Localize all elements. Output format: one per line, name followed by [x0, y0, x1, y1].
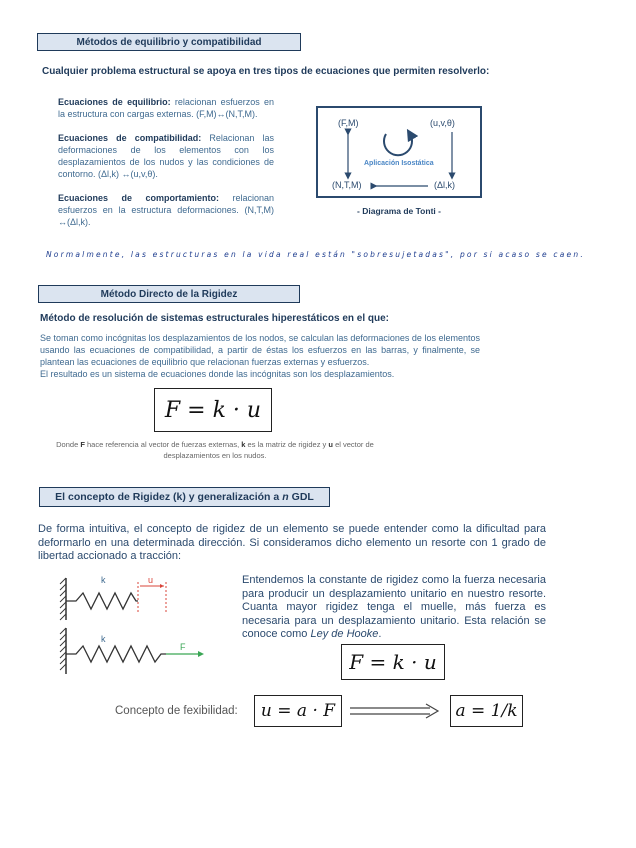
hooke-law-label: Ley de Hooke: [310, 628, 379, 640]
formula-hooke: F = k · u: [349, 650, 437, 674]
note-u: u: [328, 440, 333, 449]
section-title-text: Métodos de equilibrio y compatibilidad: [76, 36, 262, 48]
wall-hatch-top: [60, 578, 66, 620]
hooke-text: Entendemos la constante de rigidez como la fuerza necesaria para producir un desplazamiento unitario en nuestro resorte. Cuanta mayor rigidez tenga el muelle, más fuerza es necesaria para un desplazamiento unitario. Esta relación se conoce como: [242, 574, 546, 640]
compatibility-equations: [58, 132, 274, 180]
equilibrium-label: Ecuaciones de equilibrio:: [58, 97, 171, 107]
note-text: el vector de desplazamientos en los nudos.: [163, 440, 374, 460]
formula-note: [50, 439, 380, 461]
tonti-caption: - Diagrama de Tonti -: [357, 206, 441, 216]
formula-result: a = 1/k: [455, 701, 518, 721]
tonti-ntm: (N,T,M): [332, 180, 362, 190]
compatibility-label: Ecuaciones de compatibilidad:: [58, 133, 202, 143]
wall-hatch-bottom: [60, 628, 66, 670]
formula-box-result: [450, 695, 523, 727]
spring-u-label: u: [148, 575, 154, 585]
method-paragraph: [40, 332, 480, 380]
formula-box-flexibility: [254, 695, 342, 727]
note-text: Donde: [56, 440, 81, 449]
spring-f-label: F: [180, 642, 186, 652]
section-title-rigidity: [39, 487, 330, 507]
method-paragraph-2: El resultado es un sistema de ecuaciones donde las incógnitas son los desplazamientos.: [40, 369, 395, 379]
method-paragraph-1: Se toman como incógnitas los desplazamientos de los nodos, se calculan las deformaciones de los elementos usando las ecuaciones de compatibilidad, a partir de éstas los esfuerzos en las barras, y finalmente, se plantean las ecuaciones de equilibrio que relacionan fuerzas externas y esfuerzos.: [40, 333, 480, 367]
intro-text: Cualquier problema estructural se apoya en tres tipos de ecuaciones que permiten resolverlo:: [42, 66, 490, 77]
formula-f-ku: F = k · u: [164, 397, 262, 423]
tonti-dlk: (Δl,k): [434, 180, 456, 190]
behaviour-label: Ecuaciones de comportamiento:: [58, 193, 219, 203]
behaviour-text: relacionan esfuerzos en la estructura deformaciones. (N,T,M) ↔(Δl,k).: [58, 193, 275, 227]
note-text: es la matriz de rigidez y: [245, 440, 329, 449]
cycle-arrow-icon: [384, 134, 412, 155]
tonti-diagram: [316, 106, 482, 198]
rigidity-paragraph: De forma intuitiva, el concepto de rigidez de un elemento se puede entender como la dificultad para deformarlo en una determinada dirección. Si consideramos dicho elemento un resorte con 1 grado de libertad accionado a tracción:: [38, 523, 546, 562]
method-subtitle: Método de resolución de sistemas estructurales hiperestáticos en el que:: [40, 313, 389, 324]
compatibility-text: Relacionan las deformaciones de los elementos con los desplazamientos de los nudos y las condiciones de contorno. (Δl,k) ↔(u,v,θ).: [58, 133, 274, 179]
spring-diagram: [56, 574, 216, 684]
hooke-end: .: [378, 628, 382, 640]
formula-flexibility: u = a · F: [260, 701, 336, 721]
note-f: F: [80, 440, 85, 449]
section-title-text: El concepto de Rigidez (k) y generalización a: [55, 491, 280, 503]
formula-box-main: [154, 388, 272, 432]
handwritten-note: Normalmente, las estructuras en la vida real están "sobresujetadas", por si acaso se caen.: [46, 250, 585, 259]
equilibrium-text: relacionan esfuerzos en la estructura con cargas externas. (F,M)↔(N,T,M).: [58, 97, 274, 119]
section-title-equilibrium: [37, 33, 301, 51]
hooke-paragraph: [242, 574, 546, 642]
tonti-uvt: (u,v,θ): [430, 118, 455, 128]
tonti-fm: (F,M): [338, 118, 359, 128]
double-arrow-icon: [350, 702, 442, 720]
spring-top: [66, 593, 138, 609]
section-title-text: Método Directo de la Rigidez: [100, 288, 238, 300]
spring-k-top: k: [101, 575, 106, 585]
tonti-arrows: [316, 106, 482, 198]
note-text: hace referencia al vector de fuerzas externas,: [84, 440, 242, 449]
spring-k-bottom: k: [101, 634, 106, 644]
spring-bottom: [66, 646, 166, 662]
equilibrium-equations: [58, 96, 274, 120]
section-title-n: n: [282, 491, 289, 503]
tonti-center-label: Aplicación Isostática: [364, 160, 434, 167]
section-title-text: GDL: [291, 491, 314, 503]
behaviour-equations: [58, 192, 274, 228]
note-k: k: [241, 440, 246, 449]
formula-box-hooke: [341, 644, 445, 680]
flexibility-label: Concepto de fexibilidad:: [115, 705, 238, 717]
section-title-stiffness-method: [38, 285, 300, 303]
